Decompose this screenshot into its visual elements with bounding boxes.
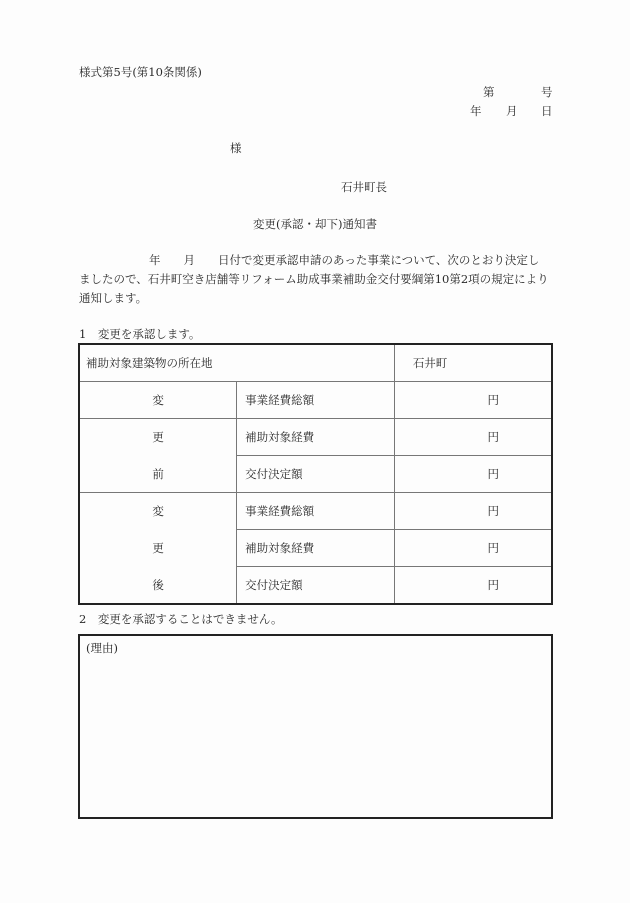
location-label: 補助対象建築物の所在地 [79,344,394,382]
number-suffix: 号 [541,85,553,99]
table-row [79,419,552,456]
after-item: 補助対象経費 [237,530,395,567]
after-item: 事業経費総額 [237,493,395,530]
date-day: 日 [541,104,553,118]
date-year: 年 [470,104,482,118]
after-value[interactable]: 円 [394,493,552,530]
before-label-char: 前 [79,456,237,493]
table-row [79,493,552,530]
addressee: 様 [230,141,242,155]
before-label-char: 変 [79,382,237,419]
after-label-char: 変 [79,493,237,530]
after-value[interactable]: 円 [394,567,552,605]
form-number: 様式第5号(第10条関係) [79,65,202,79]
before-value[interactable]: 円 [394,419,552,456]
document-title: 変更(承認・却下)通知書 [253,217,377,231]
table-row [79,530,552,567]
body-line-1: 年 月 日付で変更承認申請のあった事業について、次のとおり決定し [149,253,540,267]
approval-table [78,343,553,605]
before-item: 補助対象経費 [237,419,395,456]
body-line-2: ましたので、石井町空き店舗等リフォーム助成事業補助金交付要綱第10第2項の規定により [79,272,549,286]
after-value[interactable]: 円 [394,530,552,567]
after-item: 交付決定額 [237,567,395,605]
before-value[interactable]: 円 [394,456,552,493]
table-row [79,382,552,419]
reason-label: (理由) [86,641,118,655]
reason-box[interactable] [78,634,553,819]
section-1-heading: 1 変更を承認します。 [79,327,201,341]
section-2-heading: 2 変更を承認することはできません。 [79,612,283,626]
table-row [79,456,552,493]
location-value[interactable]: 石井町 [394,344,552,382]
after-label-char: 更 [79,530,237,567]
date-month: 月 [506,104,518,118]
after-label-char: 後 [79,567,237,605]
body-text [79,251,559,308]
before-item: 事業経費総額 [237,382,395,419]
before-label-char: 更 [79,419,237,456]
before-value[interactable]: 円 [394,382,552,419]
sender: 石井町長 [341,180,387,194]
table-row [79,567,552,605]
location-row [79,344,552,382]
body-line-3: 通知します。 [79,291,148,305]
number-prefix: 第 [483,85,495,99]
before-item: 交付決定額 [237,456,395,493]
